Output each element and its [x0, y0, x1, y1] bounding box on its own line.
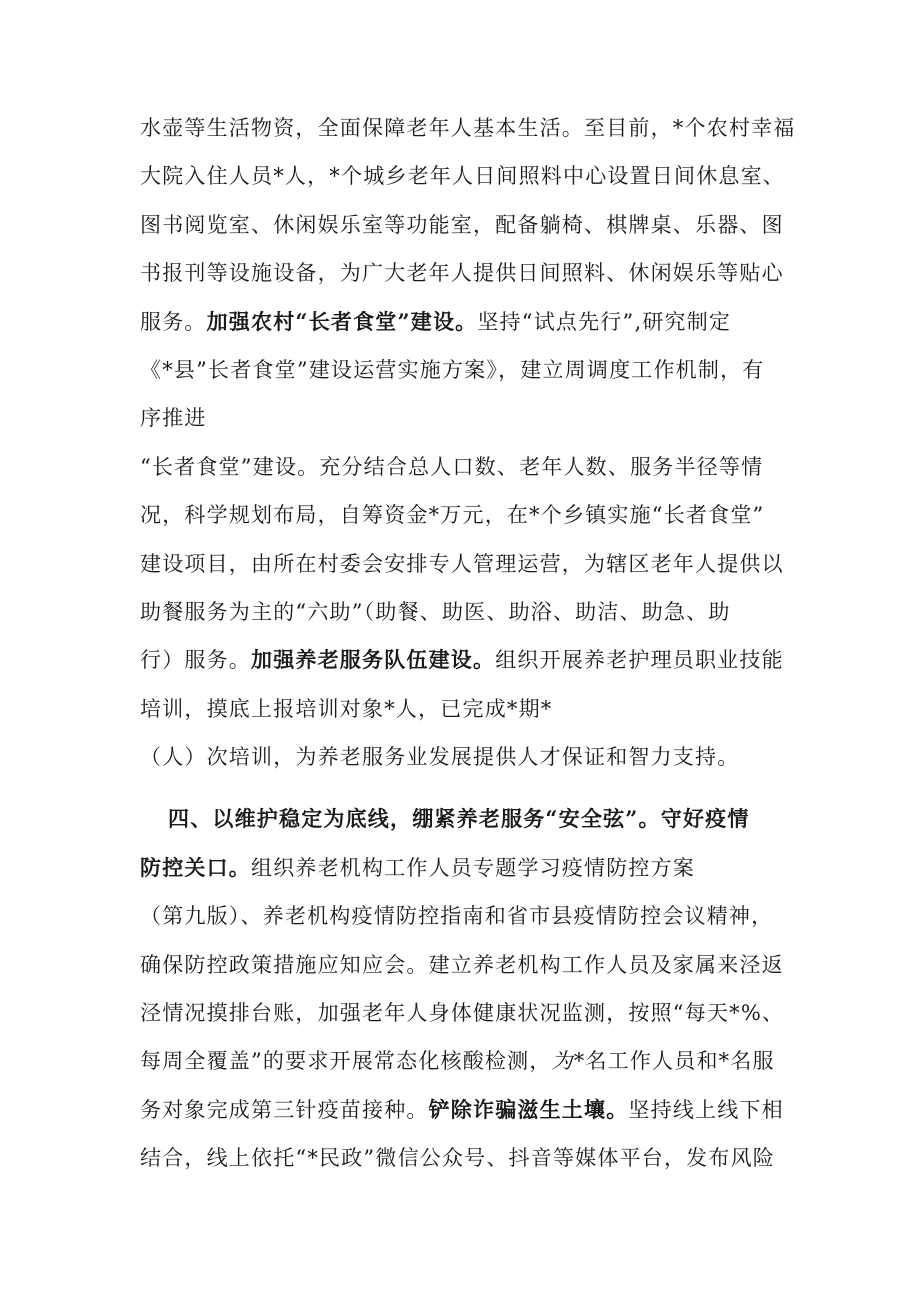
text-line — [140, 941, 790, 989]
body-text: 结合，线上依托“*民政”微信公众号、抖音等媒体平台，发布风险 — [140, 1146, 775, 1171]
body-text: 况，科学规划布局，自筹资金*万元，在*个乡镇实施“长者食堂” — [140, 503, 765, 528]
body-text: *名工作人员和*名服 — [573, 1049, 775, 1074]
body-text: 建设项目，由所在村委会安排专人管理运营，为辖区老年人提供以 — [140, 551, 784, 576]
text-line — [140, 443, 790, 491]
text-line — [140, 892, 790, 940]
bold-heading-text: 铲除诈骗滋生土壤。 — [428, 1096, 629, 1122]
body-text: 培训，摸底上报培训对象*人，已完成*期* — [140, 696, 553, 721]
body-text: 序推进 — [140, 406, 207, 431]
body-text: 务对象完成第三针疫苗接种。 — [140, 1097, 429, 1122]
text-line — [140, 685, 790, 733]
text-line — [140, 152, 790, 200]
bold-heading-text: 守好疫情 — [660, 806, 750, 832]
text-line — [140, 249, 790, 297]
body-text: 助餐服务为主的“六助”（助餐、助医、助浴、助洁、助急、助 — [140, 599, 731, 624]
body-text: （人）次培训，为养老服务业发展提供人才保证和智力支持。 — [140, 745, 740, 770]
body-text: 书报刊等设施设备，为广大老年人提供日间照料、休闲娱乐等贴心 — [140, 261, 784, 286]
text-line — [140, 588, 790, 636]
text-line — [140, 104, 796, 152]
text-line — [140, 1037, 790, 1085]
text-line — [140, 201, 790, 249]
text-line — [140, 1086, 790, 1134]
body-text: 为 — [551, 1049, 574, 1074]
text-line — [140, 989, 790, 1037]
document-body — [140, 104, 796, 1183]
paragraph-gap — [140, 781, 790, 795]
bold-heading-text: 加强养老服务队伍建设。 — [251, 647, 496, 673]
body-text: 坚持线上线下相 — [628, 1097, 784, 1122]
text-line — [140, 844, 790, 892]
body-text: 泾情况摸排台账，加强老年人身体健康状况监测，按照“每天*%、 — [140, 1001, 785, 1026]
bold-heading-text: 四、以维护稳定为底线，绷紧养老服务“安全弦”。 — [168, 806, 661, 832]
text-line — [140, 346, 790, 394]
text-line — [140, 1134, 790, 1182]
body-text: 《*县”长者食堂”建设运营实施方案》，建立周调度工作机制，有 — [140, 357, 765, 382]
body-text: 坚持“试点先行”,研究制定 — [477, 309, 732, 334]
text-line — [140, 394, 790, 442]
body-text: “长者食堂”建设。充分结合总人口数、老年人数、服务半径等情 — [140, 454, 764, 479]
body-text: 大院入住人员*人，*个城乡老年人日间照料中心设置日间休息室、 — [140, 164, 785, 189]
body-text: 确保防控政策措施应知应会。建立养老机构工作人员及家属来泾返 — [140, 952, 784, 977]
bold-heading-text: 加强农村“长者食堂”建设。 — [206, 308, 478, 334]
body-text: 每周全覆盖”的要求开展常态化核酸检测， — [140, 1049, 552, 1074]
body-text: 服务。 — [140, 309, 207, 334]
text-line — [140, 795, 790, 843]
bold-heading-text: 防控关口。 — [140, 854, 251, 880]
text-line — [140, 491, 790, 539]
body-text: 行）服务。 — [140, 648, 251, 673]
body-text: 组织养老机构工作人员专题学习疫情防控方案 — [251, 855, 695, 880]
text-line — [140, 540, 790, 588]
body-text: 图书阅览室、休闲娱乐室等功能室，配备躺椅、棋牌桌、乐器、图 — [140, 212, 784, 237]
body-text: 水壶等生活物资，全面保障老年人基本生活。至目前，*个农村幸福 — [140, 116, 796, 140]
text-line — [140, 733, 790, 781]
body-text: 组织开展养老护理员职业技能 — [495, 648, 784, 673]
text-line — [140, 298, 790, 346]
body-text: （第九版）、养老机构疫情防控指南和省市县疫情防控会议精神， — [140, 904, 774, 929]
text-line — [140, 636, 790, 684]
